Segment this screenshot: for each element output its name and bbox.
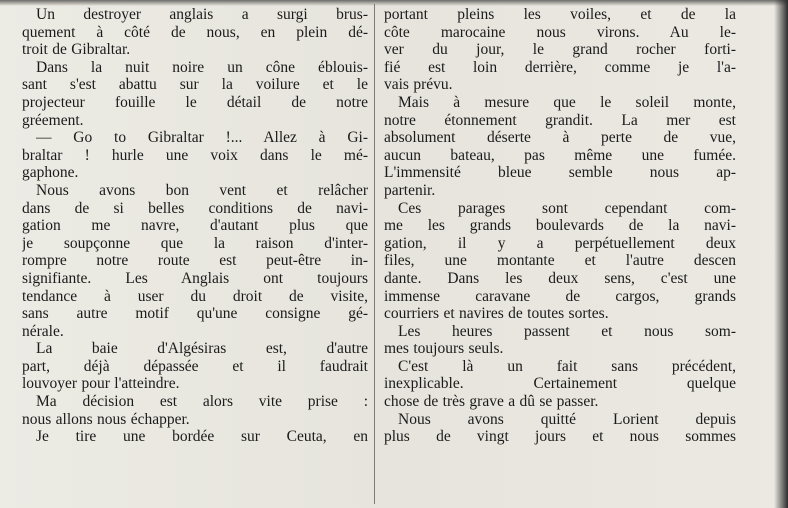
text-line: rompre notre route est peut-être in- <box>22 252 368 270</box>
text-line: courriers et navires de toutes sortes. <box>384 305 609 323</box>
text-line: L'immensité bleue semble nous ap- <box>384 164 736 182</box>
text-line: gaphone. <box>22 164 79 182</box>
text-line: troit de Gibraltar. <box>22 41 131 59</box>
right-text-column <box>384 6 736 446</box>
text-line: me les grands boulevards de la navi- <box>384 217 736 235</box>
text-line: signifiante. Les Anglais ont toujours <box>22 269 368 287</box>
text-line: Ma décision est alors vite prise : <box>36 393 368 411</box>
text-line: chose de très grave a dû se passer. <box>384 393 599 411</box>
text-line: notre étonnement grandit. La mer est <box>384 111 736 129</box>
text-line: absolument déserte à perte de vue, <box>384 129 736 147</box>
text-line: fié est loin derrière, comme je l'a- <box>384 58 736 76</box>
page-edge-shadow <box>774 0 788 508</box>
text-line: gation, il y a perpétuellement deux <box>384 234 736 252</box>
text-line: Mais à mesure que le soleil monte, <box>398 93 736 111</box>
text-line: Dans la nuit noire un cône éblouis- <box>36 58 368 76</box>
text-line: nous allons nous échapper. <box>22 410 190 428</box>
text-line: projecteur fouille le détail de notre <box>22 93 368 111</box>
text-line: partenir. <box>384 181 436 199</box>
text-line: je soupçonne que la raison d'inter- <box>22 234 368 252</box>
text-line: immense caravane de cargos, grands <box>384 287 736 305</box>
text-line: sans autre motif qu'une consigne gé- <box>22 305 368 323</box>
text-line: inexplicable. Certainement quelque <box>384 375 736 393</box>
text-line: gréement. <box>22 111 84 129</box>
text-line: La baie d'Algésiras est, d'autre <box>36 340 368 358</box>
text-line: sant s'est abattu sur la voilure et le <box>22 76 368 94</box>
text-line: Je tire une bordée sur Ceuta, en <box>36 428 368 446</box>
text-line: C'est là un fait sans précédent, <box>398 357 736 375</box>
column-divider <box>374 4 375 504</box>
left-text-column <box>22 6 368 446</box>
text-line: braltar ! hurle une voix dans le mé- <box>22 146 368 164</box>
text-line: — Go to Gibraltar !... Allez à Gi- <box>36 129 368 147</box>
text-line: nérale. <box>22 322 64 340</box>
text-line: dante. Dans les deux sens, c'est une <box>384 269 736 287</box>
text-line: quement à côté de nous, en plein dé- <box>22 23 368 41</box>
text-line: part, déjà dépassée et il faudrait <box>22 357 368 375</box>
text-line: côte marocaine nous virons. Au le- <box>384 23 736 41</box>
text-line: Ces parages sont cependant com- <box>398 199 736 217</box>
text-line: Nous avons quitté Lorient depuis <box>398 410 736 428</box>
text-line: portant pleins les voiles, et de la <box>384 6 736 23</box>
text-line: plus de vingt jours et nous sommes <box>384 428 736 446</box>
text-line: Les heures passent et nous som- <box>398 322 736 340</box>
text-line: vais prévu. <box>384 76 453 94</box>
text-line: Nous avons bon vent et relâcher <box>36 181 368 199</box>
text-line: ver du jour, le grand rocher forti- <box>384 41 736 59</box>
text-line: tendance à user du droit de visite, <box>22 287 368 305</box>
text-line: mes toujours seuls. <box>384 340 504 358</box>
text-line: dans de si belles conditions de navi- <box>22 199 368 217</box>
text-line: gation me navre, d'autant plus que <box>22 217 368 235</box>
text-line: louvoyer pour l'atteindre. <box>22 375 180 393</box>
text-line: aucun bateau, pas même une fumée. <box>384 146 736 164</box>
text-line: files, une montante et l'autre descen <box>384 252 736 270</box>
text-line: Un destroyer anglais a surgi brus- <box>36 6 368 23</box>
